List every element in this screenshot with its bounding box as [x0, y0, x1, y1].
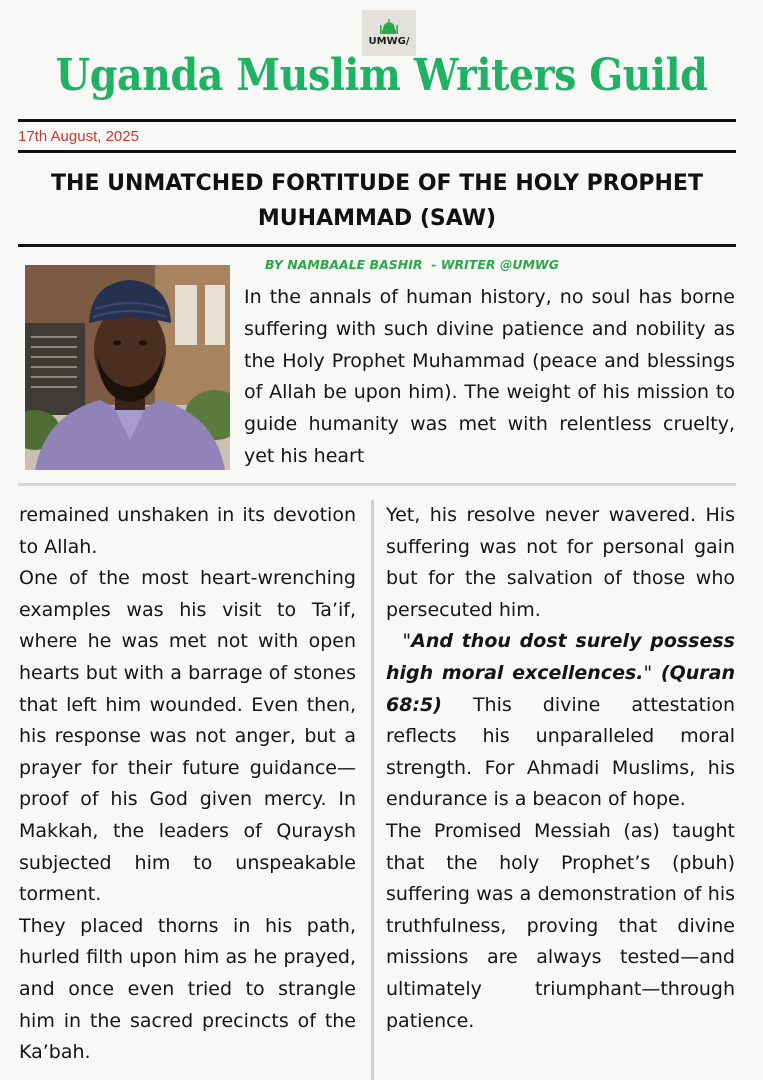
article-byline: BY NAMBAALE BASHIR - WRITER @UMWG	[265, 257, 559, 272]
mosque-icon	[379, 19, 399, 35]
author-photo	[25, 265, 230, 470]
left-paragraph-3: They placed thorns in his path, hurled filth upon him as he prayed, and once even tried to strangle him in the sacred precincts of the Ka’bah.	[19, 914, 356, 1064]
headline-rule	[18, 244, 736, 247]
issue-date: 17th August, 2025	[18, 128, 139, 145]
section-separator	[18, 483, 736, 486]
quran-quote: And thou dost surely possess high moral excellences.	[386, 630, 735, 684]
quran-reference: (Quran 68:5)	[386, 661, 735, 716]
quote-open: "	[402, 630, 412, 653]
article-headline: THE UNMATCHED FORTITUDE OF THE HOLY PROPHET MUHAMMAD (SAW)	[51, 171, 703, 231]
quote-commentary: This divine attestation reflects his unparalleled moral strength. For Ahmadi Muslims, his endurance is a beacon of hope.	[386, 693, 735, 811]
masthead-rule-top	[18, 119, 736, 122]
masthead-title: Uganda Muslim Writers Guild	[55, 50, 708, 101]
logo-text: UMWG/	[368, 36, 410, 47]
left-paragraph-1: remained unshaken in its devotion to Allah.	[19, 504, 356, 558]
right-paragraph-3: The Promised Messiah (as) taught that the holy Prophet’s (pbuh) suffering was a demonstration of his truthfulness, proving that divine missions are always tested—and ultimately triumphant—through patience.	[386, 819, 735, 1032]
left-paragraph-2: One of the most heart-wrenching examples was his visit to Ta’if, where he was met not with open hearts but with a barrage of stones that left him wounded. Even then, his response was not anger, but a prayer for their future guidance—proof of his God given mercy. In Makkah, the leaders of Quraysh subjected him to unspeakable torment.	[19, 567, 356, 906]
left-column	[19, 500, 356, 1069]
column-divider	[371, 500, 374, 1080]
quote-close: "	[643, 661, 653, 684]
right-column	[386, 500, 735, 1037]
article-intro: In the annals of human history, no soul has borne suffering with such divine patience and nobility as the Holy Prophet Muhammad (peace and blessings of Allah be upon him). The weight of his mission to guide humanity was met with relentless cruelty, yet his heart	[244, 286, 735, 467]
right-paragraph-1: Yet, his resolve never wavered. His suffering was not for personal gain but for the salvation of those who persecuted him.	[386, 504, 735, 621]
right-paragraph-2	[386, 626, 735, 816]
masthead-rule-bottom	[18, 150, 736, 153]
